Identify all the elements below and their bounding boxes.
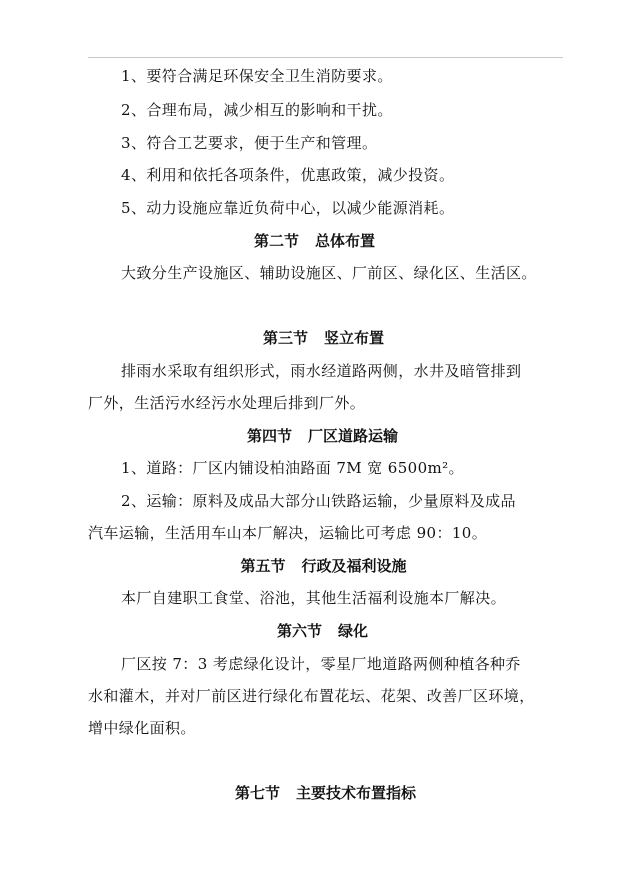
- section-number: 第二节: [253, 232, 299, 250]
- section-number: 第五节: [240, 557, 286, 575]
- section-title: 行政及福利设施: [301, 557, 407, 575]
- list-item: 4、利用和依托各项条件，优惠政策，减少投资。: [121, 166, 455, 184]
- section-number: 第三节: [262, 329, 308, 347]
- paragraph-line: 厂外，生活污水经污水处理后排到厂外。: [88, 394, 366, 412]
- section-number: 第四节: [246, 427, 292, 445]
- header-rule: [88, 57, 563, 58]
- section-heading-3: [0, 328, 621, 348]
- section-title: 竖立布置: [324, 329, 385, 347]
- section-heading-5: [0, 556, 621, 576]
- section-heading-2: [0, 231, 621, 251]
- list-item: 2、合理布局，减少相互的影响和干扰。: [121, 101, 393, 119]
- paragraph-line: 增中绿化面积。: [88, 719, 196, 737]
- paragraph-line: 排雨水采取有组织形式，雨水经道路两侧，水井及暗管排到: [121, 362, 522, 380]
- paragraph-line: 2、运输：原料及成品大部分山铁路运输，少量原料及成品: [121, 492, 516, 510]
- list-item: 1、要符合满足环保安全卫生消防要求。: [121, 67, 393, 85]
- section-title: 总体布置: [315, 232, 376, 250]
- section-number: 第六节: [276, 622, 322, 640]
- section-title: 厂区道路运输: [308, 427, 399, 445]
- paragraph-line: 本厂自建职工食堂、浴池，其他生活福利设施本厂解决。: [121, 589, 507, 607]
- list-item: 3、符合工艺要求，便于生产和管理。: [121, 134, 378, 152]
- section-heading-4: [0, 426, 621, 446]
- section-title: 绿化: [338, 622, 369, 640]
- paragraph-line: 汽车运输，生活用车山本厂解决，运输比可考虑 90：10。: [88, 524, 488, 542]
- section-heading-7: [0, 783, 621, 803]
- section-heading-6: [0, 621, 621, 641]
- paragraph-line: 大致分生产设施区、辅助设施区、厂前区、绿化区、生活区。: [121, 264, 537, 282]
- paragraph-line: 水和灌木，并对厂前区进行绿化布置花坛、花架、改善厂区环境，: [88, 687, 535, 705]
- paragraph-line: 厂区按 7：3 考虑绿化设计，零星厂地道路两侧种植各种乔: [121, 655, 521, 673]
- list-item: 5、动力设施应靠近负荷中心，以减少能源消耗。: [121, 199, 455, 217]
- section-number: 第七节: [234, 784, 280, 802]
- section-title: 主要技术布置指标: [296, 784, 417, 802]
- paragraph-line: 1、道路：厂区内铺设柏油路面 7M 宽 6500m²。: [121, 459, 464, 477]
